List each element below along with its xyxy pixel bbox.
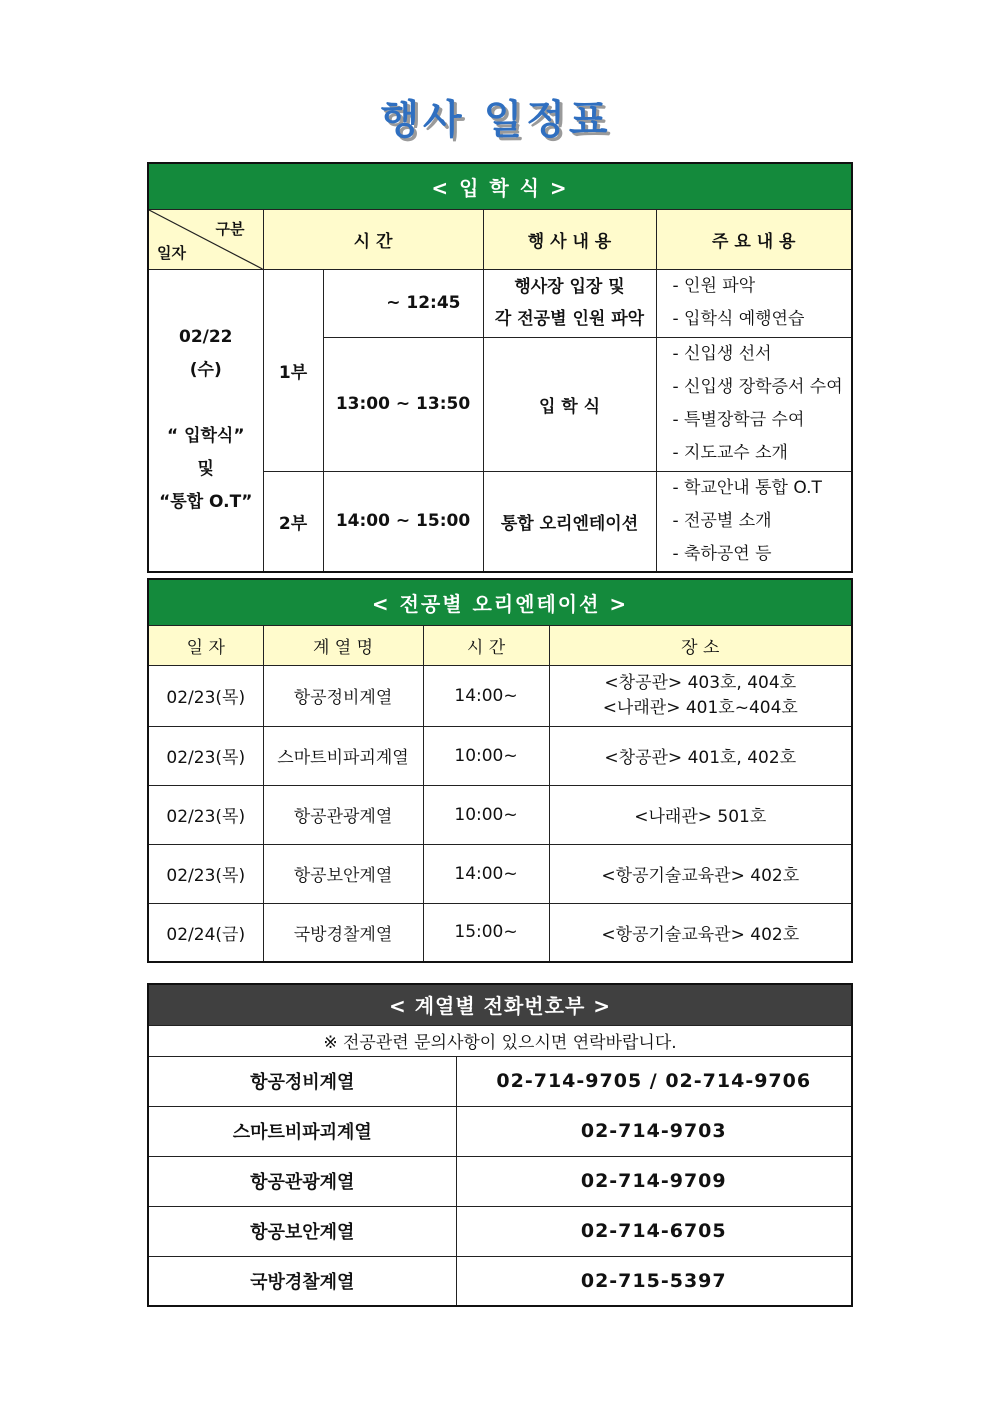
event-cell [483, 471, 656, 572]
table-row [148, 903, 852, 962]
phonebook-header: < 계열별 전화번호부 > [148, 984, 852, 1025]
dept-cell: 스마트비파괴계열 [263, 726, 423, 785]
phonebook-table [147, 983, 853, 1307]
list-item: - 신입생 장학증서 수여 [672, 377, 843, 397]
table-row [148, 726, 852, 785]
table-row [148, 665, 852, 726]
entrance-header: < 입 학 식 > [148, 163, 852, 209]
date-line: 및 [197, 459, 214, 479]
event-cell [483, 269, 656, 337]
main-content-cell [656, 471, 852, 572]
time-cell: 14:00 ~ 15:00 [323, 471, 483, 572]
dept-cell: 항공정비계열 [148, 1056, 456, 1106]
dept-cell: 항공보안계열 [148, 1206, 456, 1256]
date-line: (수) [189, 360, 222, 380]
entrance-schedule-table [147, 162, 853, 573]
place-cell: <나래관> 501호 [549, 785, 852, 844]
time-cell: 10:00~ [423, 785, 549, 844]
col-time-header: 시 간 [263, 209, 483, 269]
date-line: 02/22 [178, 327, 233, 347]
main-content-cell [656, 269, 852, 337]
place-cell [549, 665, 852, 726]
phone-cell: 02-714-9703 [456, 1106, 852, 1156]
corner-label-date: 일자 [157, 243, 186, 262]
list-item: - 학교안내 통합 O.T [672, 477, 822, 498]
event-line: 통합 오리엔테이션 [500, 513, 639, 534]
table-row [148, 1156, 852, 1206]
place-cell: <항공기술교육관> 402호 [549, 844, 852, 903]
phone-cell: 02-714-6705 [456, 1206, 852, 1256]
event-line: 각 전공별 인원 파악 [494, 309, 645, 329]
time-cell: 15:00~ [423, 903, 549, 962]
date-line: “통합 O.T” [159, 492, 253, 512]
col-date-header: 일 자 [148, 625, 263, 665]
list-item: - 인원 파악 [672, 276, 756, 296]
date-cell [148, 269, 263, 572]
col-dept-header: 계 열 명 [263, 625, 423, 665]
place-line: <창공관> 403호, 404호 [604, 672, 797, 693]
time-cell: 14:00~ [423, 665, 549, 726]
place-line: <나래관> 401호~404호 [602, 697, 798, 718]
dept-cell: 스마트비파괴계열 [148, 1106, 456, 1156]
time-cell: 10:00~ [423, 726, 549, 785]
event-line: 입 학 식 [538, 396, 601, 417]
table-row [148, 1256, 852, 1306]
date-line [149, 387, 263, 420]
phonebook-note: ※ 전공관련 문의사항이 있으시면 연락바랍니다. [148, 1025, 852, 1056]
list-item: - 전공별 소개 [672, 510, 772, 531]
date-cell: 02/24(금) [148, 903, 263, 962]
part-2-cell: 2부 [263, 471, 323, 572]
table-row [148, 1106, 852, 1156]
orientation-header: < 전공별 오리엔테이션 > [148, 579, 852, 625]
table-row [148, 844, 852, 903]
part-1-cell: 1부 [263, 269, 323, 471]
corner-label-category: 구분 [215, 219, 245, 238]
date-cell: 02/23(목) [148, 844, 263, 903]
table-row [148, 785, 852, 844]
time-cell: 13:00 ~ 13:50 [323, 337, 483, 471]
dept-cell: 항공정비계열 [263, 665, 423, 726]
phone-cell: 02-714-9705 / 02-714-9706 [456, 1056, 852, 1106]
page-title: 행사 일정표 [380, 97, 612, 143]
date-line: “ 입학식” [166, 426, 245, 446]
dept-cell: 국방경찰계열 [148, 1256, 456, 1306]
col-event-header: 행 사 내 용 [483, 209, 656, 269]
col-main-header: 주 요 내 용 [656, 209, 852, 269]
dept-cell: 항공관광계열 [148, 1156, 456, 1206]
place-cell: <항공기술교육관> 402호 [549, 903, 852, 962]
orientation-table [147, 578, 853, 963]
time-cell: ~ 12:45 [323, 269, 483, 337]
list-item: - 입학식 예행연습 [672, 309, 805, 329]
list-item: - 특별장학금 수여 [672, 410, 805, 430]
col-place-header: 장 소 [549, 625, 852, 665]
table-row [148, 1206, 852, 1256]
corner-header-cell [148, 209, 263, 269]
list-item: - 신입생 선서 [672, 344, 772, 364]
phone-cell: 02-714-9709 [456, 1156, 852, 1206]
col-time-header: 시 간 [423, 625, 549, 665]
date-cell: 02/23(목) [148, 785, 263, 844]
dept-cell: 항공보안계열 [263, 844, 423, 903]
event-cell [483, 337, 656, 471]
list-item: - 축하공연 등 [672, 543, 772, 564]
time-cell: 14:00~ [423, 844, 549, 903]
phone-cell: 02-715-5397 [456, 1256, 852, 1306]
dept-cell: 항공관광계열 [263, 785, 423, 844]
table-row [148, 1056, 852, 1106]
date-cell: 02/23(목) [148, 665, 263, 726]
event-line: 행사장 입장 및 [514, 277, 625, 297]
list-item: - 지도교수 소개 [672, 443, 788, 463]
dept-cell: 국방경찰계열 [263, 903, 423, 962]
place-cell: <창공관> 401호, 402호 [549, 726, 852, 785]
main-content-cell [656, 337, 852, 471]
date-cell: 02/23(목) [148, 726, 263, 785]
